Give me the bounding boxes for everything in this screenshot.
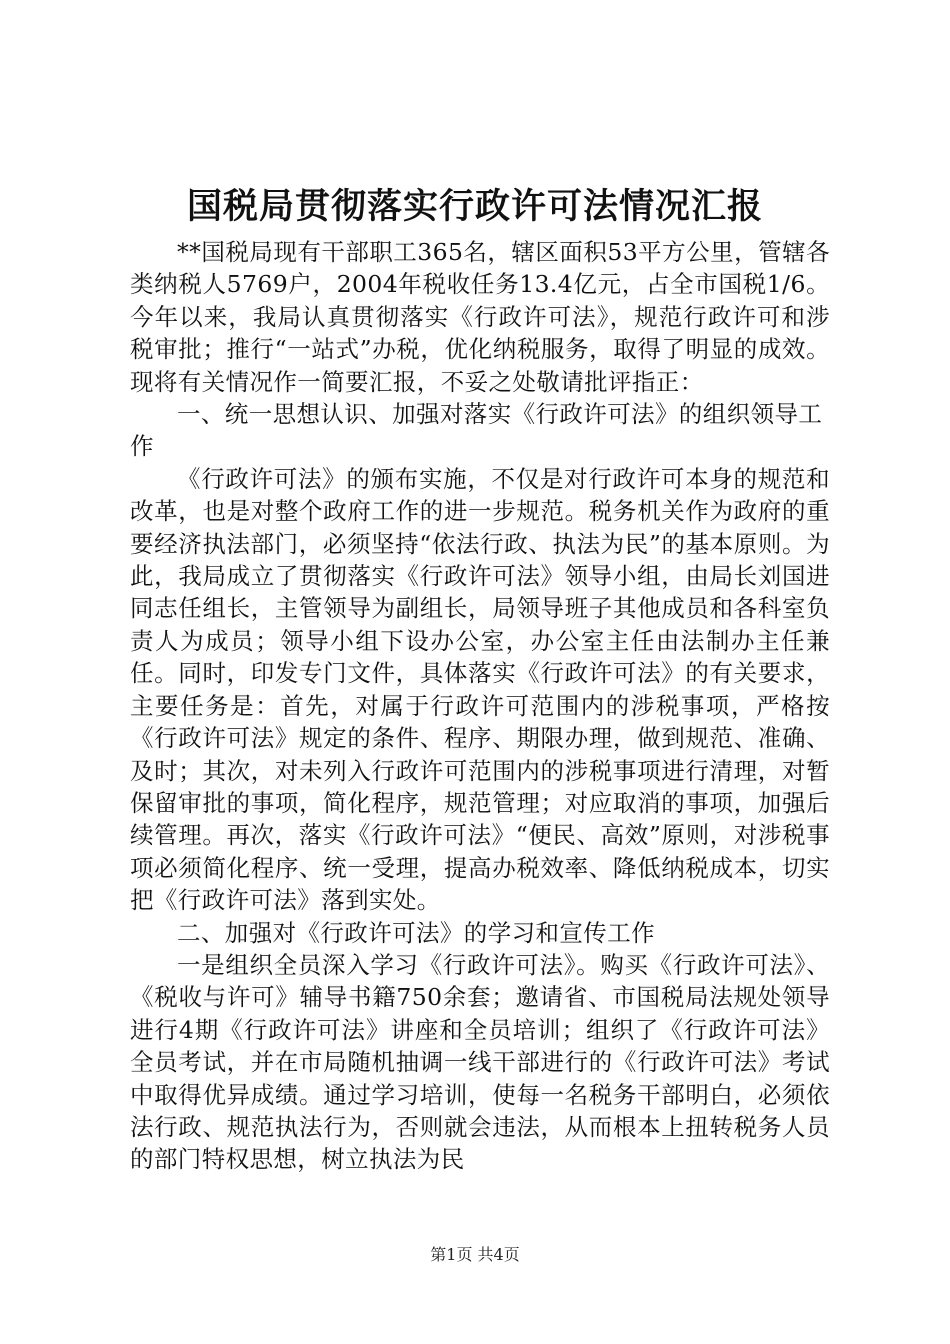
section-2-paragraph: 一是组织全员深入学习《行政许可法》。购买《行政许可法》、《税收与许可》辅导书籍750余套；邀请省、市国税局法规处领导进行4期《行政许可法》讲座和全员培训；组织了《行政许可法》全员考试，并在市局随机抽调一线干部进行的《行政许可法》考试中取得优异成绩。通过学习培训，使每一名税务干部明白，必须依法行政、规范执法行为，否则就会违法，从而根本上扭转税务人员的部门特权思想，树立执法为民 (130, 950, 830, 1174)
document-body (130, 236, 830, 1176)
document-title: 国税局贯彻落实行政许可法情况汇报 (186, 186, 763, 227)
section-1-paragraph: 《行政许可法》的颁布实施，不仅是对行政许可本身的规范和改革，也是对整个政府工作的进一步规范。税务机关作为政府的重要经济执法部门，必须坚持“依法行政、执法为民”的基本原则。为此，我局成立了贯彻落实《行政许可法》领导小组，由局长刘国进同志任组长，主管领导为副组长，局领导班子其他成员和各科室负责人为成员；领导小组下设办公室，办公室主任由法制办主任兼任。同时，印发专门文件，具体落实《行政许可法》的有关要求，主要任务是：首先，对属于行政许可范围内的涉税事项，严格按《行政许可法》规定的条件、程序、期限办理，做到规范、准确、及时；其次，对未列入行政许可范围内的涉税事项进行清理，对暂保留审批的事项，简化程序，规范管理；对应取消的事项，加强后续管理。再次，落实《行政许可法》“便民、高效”原则，对涉税事项必须简化程序、统一受理，提高办税效率、降低纳税成本，切实把《行政许可法》落到实处。 (130, 464, 830, 915)
section-heading-1: 一、统一思想认识、加强对落实《行政许可法》的组织领导工作 (130, 400, 823, 461)
intro-paragraph: **国税局现有干部职工365名，辖区面积53平方公里，管辖各类纳税人5769户，2004年税收任务13.4亿元，占全市国税1/6。今年以来，我局认真贯彻落实《行政许可法》，规范行政许可和涉税审批；推行“一站式”办税，优化纳税服务，取得了明显的成效。现将有关情况作一简要汇报，不妥之处敬请批评指正： (130, 238, 830, 396)
section-heading-2: 二、加强对《行政许可法》的学习和宣传工作 (177, 918, 655, 947)
page-footer: 第1页 共4页 (430, 1245, 520, 1264)
